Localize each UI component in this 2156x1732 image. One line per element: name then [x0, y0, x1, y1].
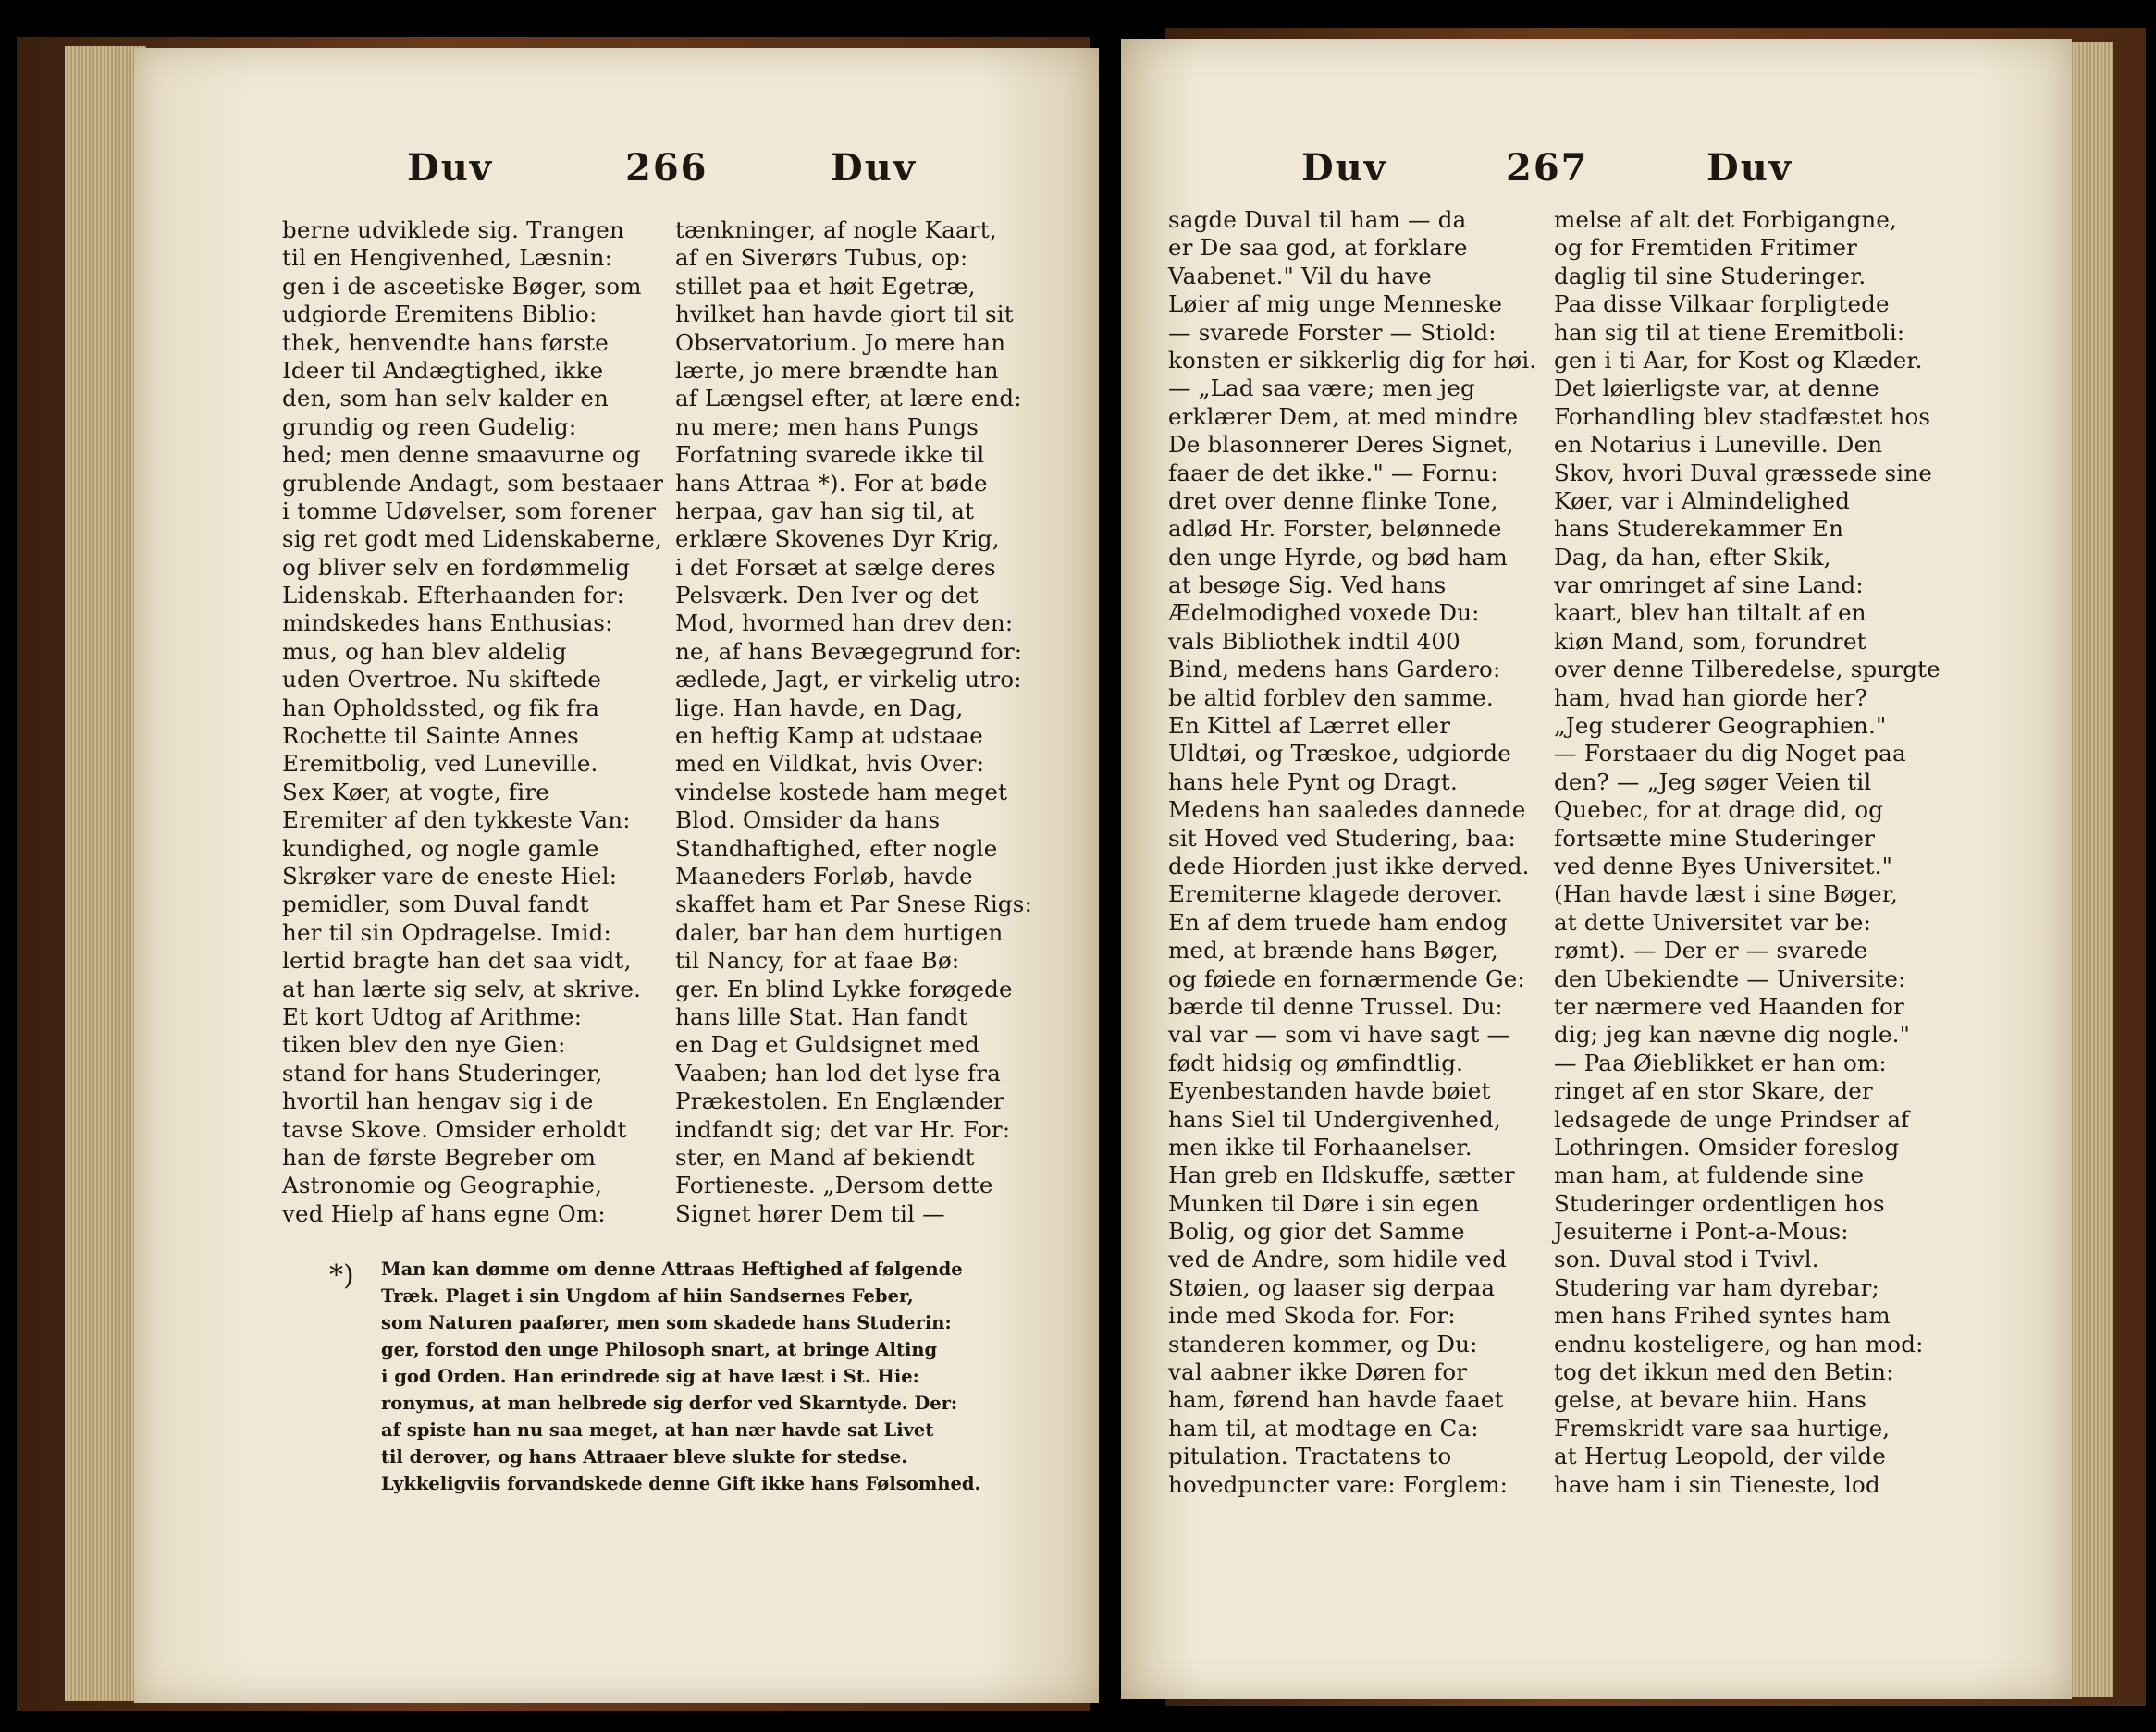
text-line: tavse Skove. Omsider erholdt: [282, 1115, 627, 1143]
footnote-line: i god Orden. Han erindrede sig at have læst i St. Hie:: [381, 1366, 919, 1387]
text-line: hvilket han havde giort til sit: [675, 301, 1014, 328]
text-line: stand for hans Studeringer,: [282, 1059, 603, 1087]
text-line: — Forstaaer du dig Noget paa: [1554, 740, 1906, 768]
text-line: adlød Hr. Forster, belønnede: [1168, 515, 1502, 543]
text-line: lige. Han havde, en Dag,: [675, 694, 964, 721]
text-line: Sex Køer, at vogte, fire: [282, 778, 549, 805]
text-line: en Dag et Guldsignet med: [675, 1031, 980, 1059]
text-line: hans Attraa *). For at bøde: [675, 469, 988, 497]
text-line: Ideer til Andægtighed, ikke: [282, 356, 604, 384]
text-line: erklærer Dem, at med mindre: [1168, 402, 1519, 430]
text-line: Pelsværk. Den Iver og det: [675, 582, 979, 609]
text-line: til Nancy, for at faae Bø:: [675, 947, 960, 975]
text-line: son. Duval stod i Tvivl.: [1554, 1246, 1819, 1273]
text-line: Fremskridt vare saa hurtige,: [1554, 1414, 1891, 1442]
footnote-line: ger, forstod den unge Philosoph snart, at bringe Alting: [381, 1339, 938, 1360]
text-line: sagde Duval til ham — da: [1168, 206, 1467, 233]
text-line: ædlede, Jagt, er virkelig utro:: [675, 666, 1022, 694]
text-line: val aabner ikke Døren for: [1168, 1358, 1468, 1386]
right-column-2: [1554, 206, 1940, 1499]
text-line: at han lærte sig selv, at skrive.: [282, 975, 642, 1002]
text-line: Det løierligste var, at denne: [1554, 375, 1879, 402]
text-line: „Jeg studerer Geographien.": [1554, 712, 1887, 740]
text-line: kiøn Mand, som, forundret: [1554, 627, 1866, 655]
right-header-word-right: Duv: [1706, 146, 1793, 190]
text-line: og føiede en fornærmende Ge:: [1168, 964, 1525, 992]
text-line: Maaneders Forløb, havde: [675, 862, 973, 890]
text-line: ham til, at modtage en Ca:: [1168, 1414, 1479, 1442]
text-line: Bolig, og gior det Samme: [1168, 1218, 1465, 1246]
text-line: konsten er sikkerlig dig for høi.: [1168, 346, 1537, 374]
text-line: Eremiter af den tykkeste Van:: [282, 806, 631, 834]
text-line: Prækestolen. En Englænder: [675, 1087, 1004, 1115]
text-line: pemidler, som Duval fandt: [282, 891, 589, 918]
right-page-scan: [1118, 0, 2156, 1732]
text-line: indfandt sig; det var Hr. For:: [675, 1115, 1011, 1143]
text-line: Observatorium. Jo mere han: [675, 328, 1006, 356]
right-page-number: 267: [1506, 146, 1589, 190]
text-line: nu mere; men hans Pungs: [675, 412, 979, 440]
footnote-line: Lykkeligviis forvandskede denne Gift ikke hans Følsomhed.: [381, 1473, 981, 1494]
text-line: skaffet ham et Par Snese Rigs:: [675, 891, 1033, 918]
text-line: hvortil han hengav sig i de: [282, 1087, 594, 1115]
text-line: Køer, var i Almindelighed: [1554, 486, 1851, 514]
right-column-1: [1168, 206, 1536, 1499]
text-line: Bind, medens hans Gardero:: [1168, 656, 1501, 683]
text-line: at dette Universitet var be:: [1554, 908, 1872, 936]
text-line: Eremiterne klagede derover.: [1168, 880, 1503, 908]
text-line: med en Vildkat, hvis Over:: [675, 750, 985, 778]
text-line: Skov, hvori Duval græssede sine: [1554, 459, 1933, 486]
text-line: grundig og reen Gudelig:: [282, 412, 577, 440]
left-page-number: 266: [625, 146, 708, 190]
text-line: melse af alt det Forbigangne,: [1554, 206, 1898, 233]
text-line: her til sin Opdragelse. Imid:: [282, 918, 611, 946]
footnote-line: Man kan dømme om denne Attraas Heftighed af følgende: [381, 1259, 963, 1280]
text-line: men hans Frihed syntes ham: [1554, 1302, 1891, 1330]
text-line: Mod, hvormed han drev den:: [675, 609, 1014, 637]
text-line: en Notarius i Luneville. Den: [1554, 431, 1883, 459]
text-line: lertid bragte han det saa vidt,: [282, 947, 632, 975]
text-line: Munken til Døre i sin egen: [1168, 1189, 1480, 1217]
text-line: ved denne Byes Universitet.": [1554, 852, 1893, 879]
text-line: at besøge Sig. Ved hans: [1168, 571, 1447, 599]
text-line: kaart, blev han tiltalt af en: [1554, 599, 1866, 627]
text-line: den? — „Jeg søger Veien til: [1554, 768, 1872, 795]
text-line: er De saa god, at forklare: [1168, 234, 1468, 262]
text-line: Lidenskab. Efterhaanden for:: [282, 582, 625, 609]
footnote-line: til derover, og hans Attraaer bleve slukte for stedse.: [381, 1446, 908, 1468]
left-header-word: Duv: [407, 146, 494, 190]
text-line: inde med Skoda for. For:: [1168, 1302, 1456, 1330]
text-line: En af dem truede ham endog: [1168, 908, 1508, 936]
text-line: han de første Begreber om: [282, 1143, 597, 1171]
text-line: Støien, og laaser sig derpaa: [1168, 1273, 1496, 1301]
text-line: gelse, at bevare hiin. Hans: [1554, 1386, 1867, 1414]
text-line: Eremitbolig, ved Luneville.: [282, 750, 598, 778]
right-header-word: Duv: [1301, 146, 1388, 190]
text-line: stillet paa et høit Egetræ,: [675, 272, 976, 300]
text-line: dig; jeg kan nævne dig nogle.": [1554, 1021, 1911, 1049]
text-line: — svarede Forster — Stiold:: [1168, 318, 1497, 346]
text-line: erklære Skovenes Dyr Krig,: [675, 525, 1000, 553]
text-line: Vaabenet." Vil du have: [1168, 262, 1432, 289]
text-line: ne, af hans Bevægegrund for:: [675, 637, 1023, 665]
text-line: Dag, da han, efter Skik,: [1554, 543, 1831, 571]
text-line: Han greb en Ildskuffe, sætter: [1168, 1161, 1515, 1189]
text-line: af en Siverørs Tubus, op:: [675, 244, 968, 272]
left-header-word-right: Duv: [831, 146, 918, 190]
text-line: Standhaftighed, efter nogle: [675, 834, 998, 862]
text-line: Forfatning svarede ikke til: [675, 441, 985, 469]
text-line: ringet af en stor Skare, der: [1554, 1077, 1873, 1105]
footnote-mark: *): [329, 1259, 354, 1292]
text-line: De blasonnerer Deres Signet,: [1168, 431, 1514, 459]
text-line: Astronomie og Geographie,: [282, 1172, 603, 1199]
text-line: ster, en Mand af bekiendt: [675, 1143, 975, 1171]
text-line: Studering var ham dyrebar;: [1554, 1273, 1879, 1301]
text-line: val var — som vi have sagt —: [1168, 1021, 1510, 1049]
text-line: berne udviklede sig. Trangen: [282, 216, 624, 243]
text-line: hans Siel til Undergivenhed,: [1168, 1105, 1501, 1133]
text-line: Signet hører Dem til —: [675, 1199, 945, 1227]
text-line: Quebec, for at drage did, og: [1554, 796, 1884, 824]
text-line: han sig til at tiene Eremitboli:: [1554, 318, 1905, 346]
text-line: til en Hengivenhed, Læsnin:: [282, 244, 613, 272]
text-line: af Længsel efter, at lære end:: [675, 385, 1022, 412]
text-line: dret over denne flinke Tone,: [1168, 486, 1498, 514]
text-line: over denne Tilberedelse, spurgte: [1554, 656, 1940, 683]
text-line: grublende Andagt, som bestaaer: [282, 469, 664, 497]
text-line: Fortieneste. „Dersom dette: [675, 1172, 993, 1199]
text-line: lærte, jo mere brændte han: [675, 356, 999, 384]
text-line: Vaaben; han lod det lyse fra: [675, 1059, 1002, 1087]
text-line: var omringet af sine Land:: [1554, 571, 1864, 599]
text-line: ter nærmere ved Haanden for: [1554, 992, 1904, 1020]
text-line: mus, og han blev aldelig: [282, 637, 567, 665]
text-line: Løier af mig unge Menneske: [1168, 290, 1503, 318]
text-line: tænkninger, af nogle Kaart,: [675, 216, 997, 243]
text-line: hovedpuncter vare: Forglem:: [1168, 1470, 1509, 1498]
text-line: pitulation. Tractatens to: [1168, 1443, 1452, 1470]
text-line: udgiorde Eremitens Biblio:: [282, 301, 598, 328]
text-line: i tomme Udøvelser, som forener: [282, 497, 657, 524]
text-line: mindskedes hans Enthusias:: [282, 609, 613, 637]
text-line: sit Hoved ved Studering, baa:: [1168, 824, 1516, 852]
text-line: Ædelmodighed voxede Du:: [1168, 599, 1480, 627]
text-line: ved Hielp af hans egne Om:: [282, 1199, 606, 1227]
text-line: daler, bar han dem hurtigen: [675, 918, 1004, 946]
right-page-header: [1118, 146, 2156, 202]
text-line: Studeringer ordentligen hos: [1554, 1189, 1885, 1217]
text-line: med, at brænde hans Bøger,: [1168, 937, 1498, 964]
text-line: Jesuiterne i Pont-a-Mous:: [1554, 1218, 1849, 1246]
text-line: vals Bibliothek indtil 400: [1168, 627, 1460, 655]
text-line: Medens han saaledes dannede: [1168, 796, 1526, 824]
text-line: født hidsig og ømfindtlig.: [1168, 1049, 1464, 1076]
left-footnote: [381, 1256, 980, 1497]
text-line: standeren kommer, og Du:: [1168, 1330, 1478, 1357]
text-line: og bliver selv en fordømmelig: [282, 553, 631, 581]
text-line: og for Fremtiden Fritimer: [1554, 234, 1858, 262]
text-line: at Hertug Leopold, der vilde: [1554, 1443, 1886, 1470]
text-line: tog det ikkun med den Betin:: [1554, 1358, 1894, 1386]
text-line: rømt). — Der er — svarede: [1554, 937, 1868, 964]
text-line: ham, hvad han giorde her?: [1554, 683, 1867, 711]
text-line: man ham, at fuldende sine: [1554, 1161, 1865, 1189]
text-line: den Ubekiendte — Universite:: [1554, 964, 1906, 992]
text-line: herpaa, gav han sig til, at: [675, 497, 975, 524]
text-line: uden Overtroe. Nu skiftede: [282, 666, 602, 694]
text-line: (Han havde læst i sine Bøger,: [1554, 880, 1899, 908]
text-line: faaer de det ikke." — Fornu:: [1168, 459, 1498, 486]
text-line: bærde til denne Trussel. Du:: [1168, 992, 1503, 1020]
text-line: Blod. Omsider da hans: [675, 806, 941, 834]
text-line: hans lille Stat. Han fandt: [675, 1002, 968, 1030]
text-line: dede Hiorden just ikke derved.: [1168, 852, 1530, 879]
left-column-2: [675, 216, 1032, 1228]
text-line: vindelse kostede ham meget: [675, 778, 1008, 805]
text-line: be altid forblev den samme.: [1168, 683, 1494, 711]
left-column-1: [282, 216, 663, 1228]
text-line: have ham i sin Tieneste, lod: [1554, 1470, 1880, 1498]
text-line: Eyenbestanden havde bøiet: [1168, 1077, 1491, 1105]
text-line: endnu kosteligere, og han mod:: [1554, 1330, 1924, 1357]
text-line: gen i ti Aar, for Kost og Klæder.: [1554, 346, 1923, 374]
text-line: den, som han selv kalder en: [282, 385, 610, 412]
text-line: en heftig Kamp at udstaae: [675, 722, 984, 750]
text-line: han Opholdssted, og fik fra: [282, 694, 600, 721]
text-line: thek, henvendte hans første: [282, 328, 609, 356]
text-line: fortsætte mine Studeringer: [1554, 824, 1876, 852]
text-line: men ikke til Forhaanelser.: [1168, 1133, 1472, 1161]
text-line: hans Studerekammer En: [1554, 515, 1844, 543]
text-line: ledsagede de unge Prindser af: [1554, 1105, 1910, 1133]
text-line: hans hele Pynt og Dragt.: [1168, 768, 1458, 795]
text-line: sig ret godt med Lidenskaberne,: [282, 525, 662, 553]
footnote-line: Træk. Plaget i sin Ungdom af hiin Sandsernes Feber,: [381, 1285, 914, 1307]
text-line: — „Lad saa være; men jeg: [1168, 375, 1475, 402]
footnote-line: ronymus, at man helbrede sig derfor ved Skarntyde. Der:: [381, 1393, 958, 1414]
text-line: ham, førend han havde faaet: [1168, 1386, 1504, 1414]
footnote-line: som Naturen paafører, men som skadede hans Studerin:: [381, 1312, 952, 1333]
text-line: ger. En blind Lykke forøgede: [675, 975, 1013, 1002]
text-line: den unge Hyrde, og bød ham: [1168, 543, 1508, 571]
text-line: Lothringen. Omsider foreslog: [1554, 1133, 1900, 1161]
text-line: — Paa Øieblikket er han om:: [1554, 1049, 1887, 1076]
text-line: Rochette til Sainte Annes: [282, 722, 579, 750]
text-line: gen i de asceetiske Bøger, som: [282, 272, 642, 300]
footnote-line: af spiste han nu saa meget, at han nær havde sat Livet: [381, 1419, 934, 1441]
text-line: tiken blev den nye Gien:: [282, 1031, 566, 1059]
text-line: Skrøker vare de eneste Hiel:: [282, 862, 618, 890]
text-line: Forhandling blev stadfæstet hos: [1554, 402, 1931, 430]
text-line: hed; men denne smaavurne og: [282, 441, 641, 469]
text-line: ved de Andre, som hidile ved: [1168, 1246, 1507, 1273]
text-line: daglig til sine Studeringer.: [1554, 262, 1866, 289]
text-line: i det Forsæt at sælge deres: [675, 553, 996, 581]
text-line: Paa disse Vilkaar forpligtede: [1554, 290, 1890, 318]
text-line: kundighed, og nogle gamle: [282, 834, 599, 862]
text-line: Uldtøi, og Træskoe, udgiorde: [1168, 740, 1511, 768]
left-page-header: [0, 146, 1108, 202]
text-line: En Kittel af Lærret eller: [1168, 712, 1451, 740]
text-line: Et kort Udtog af Arithme:: [282, 1002, 583, 1030]
